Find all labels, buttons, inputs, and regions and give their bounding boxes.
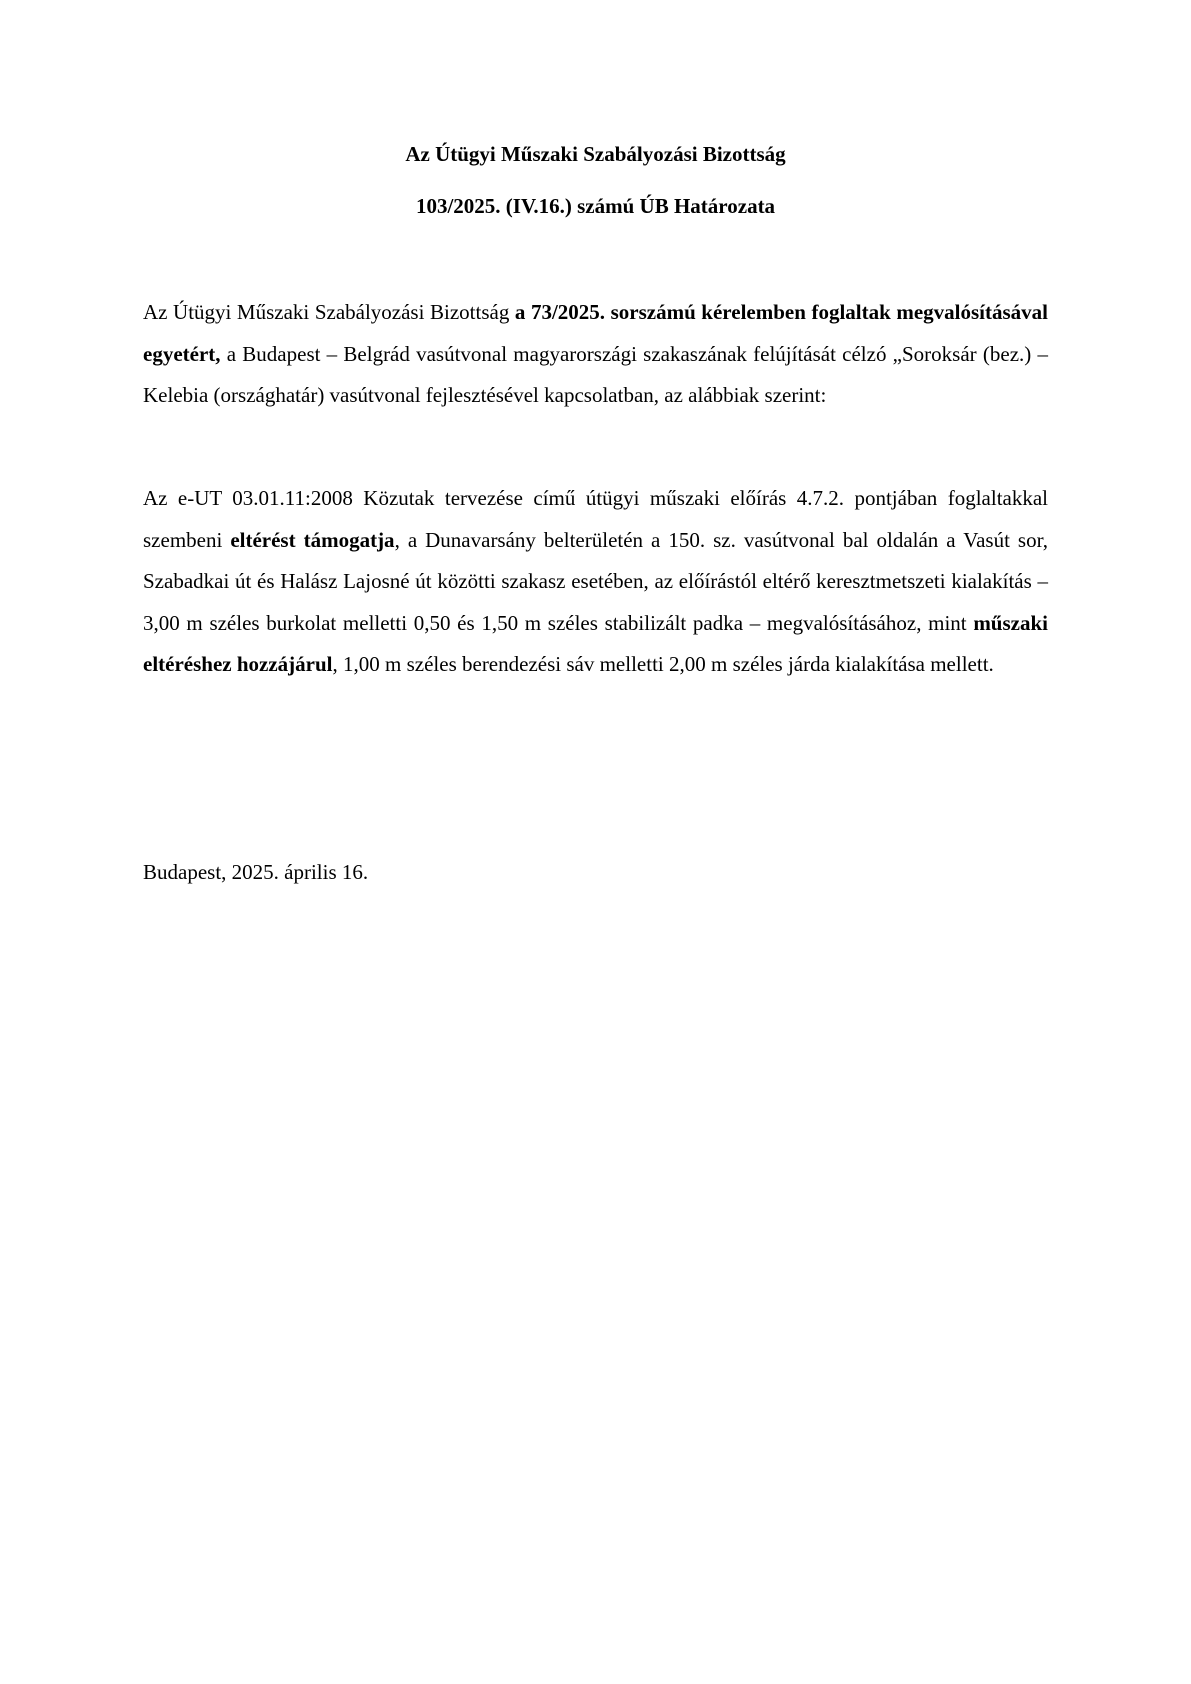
paragraph-text: a Budapest – Belgrád vasútvonal magyarországi szakaszának felújítását célzó „Soroksár (bez.) – Kelebia (országhatár) vasútvonal fejlesztésével kapcsolatban, az alábbiak szerint:: [143, 341, 1048, 407]
paragraph-emphasis: műszaki eltéréshez hozzájárul: [143, 610, 1048, 676]
paragraph-emphasis: eltérést támogatja: [230, 527, 395, 552]
paragraph-text: , a Dunavarsány belterületén a 150. sz. vasútvonal bal oldalán a Vasút sor, Szabadkai út és Halász Lajosné út közötti szakasz esetében, az előírástól eltérő keresztmetszeti kialakítás – 3,00 m széles burkolat melletti 0,50 és 1,50 m széles stabilizált padka – megvalósításához, mint: [143, 527, 1048, 635]
paragraph-approval: [143, 292, 1048, 417]
resolution-number: 103/2025. (IV.16.) számú ÚB Határozata: [415, 194, 776, 218]
paragraph-text: , 1,00 m széles berendezési sáv melletti 2,00 m széles járda kialakítása mellett.: [332, 652, 994, 676]
paragraph-text: Az e-UT 03.01.11:2008 Közutak tervezése című útügyi műszaki előírás 4.7.2. pontjában foglaltakkal szembeni: [143, 486, 1048, 552]
document-title: [143, 140, 1048, 220]
place-and-date: Budapest, 2025. április 16.: [143, 860, 369, 884]
paragraph-text: Az Útügyi Műszaki Szabályozási Bizottság: [143, 300, 515, 324]
paragraph-emphasis: a 73/2025. sorszámú kérelemben foglaltak megvalósításával egyetért,: [143, 300, 1049, 366]
committee-name: Az Útügyi Műszaki Szabályozási Bizottság: [405, 142, 786, 166]
paragraph-deviation: [143, 478, 1048, 686]
